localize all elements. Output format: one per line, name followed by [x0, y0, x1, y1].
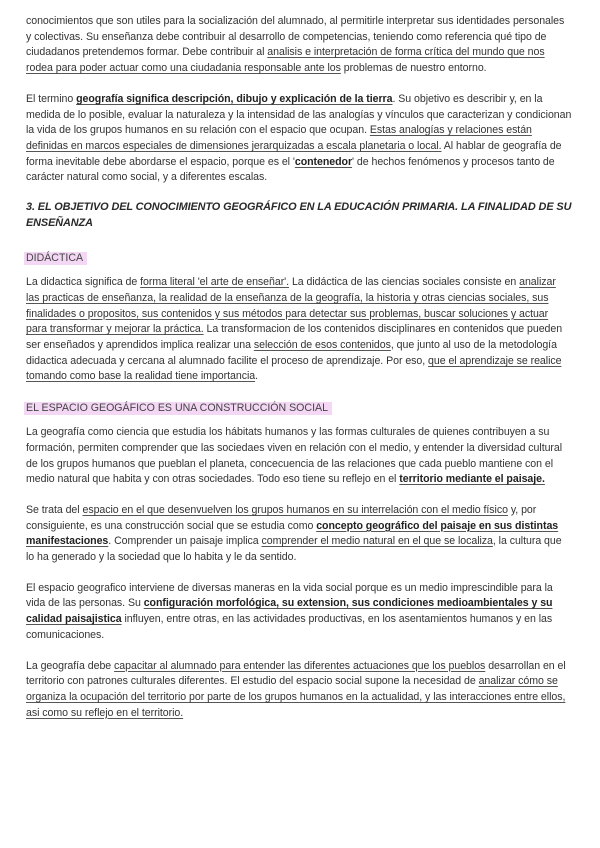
text-run: . Comprender un paisaje implica [108, 535, 262, 548]
underlined-text: espacio en el que desenvuelven los grupos humanos en su interrelación con el medio físico [82, 503, 508, 516]
underlined-text: Estas analogías y relaciones están definidas en marcos especiales de dimensiones jerarquizadas a escala planetaria o local. [26, 124, 532, 152]
paragraph-didactica [26, 275, 572, 385]
paragraph-geografia-termino [26, 92, 572, 186]
highlight-label-row [26, 398, 572, 413]
paragraph-espacio [26, 503, 572, 566]
underlined-text: selección de esos contenidos [253, 339, 391, 352]
underlined-text: analizar las practicas de enseñanza, la realidad de la enseñanza de la geografía, la historia y otras ciencias sociales, sus finalidades o propositos, sus contenidos y sus métodos para detectar sus problemas, buscar soluciones y actuar para transformar y mejorar la práctica. [26, 276, 556, 336]
text-run: La didáctica de las ciencias sociales consiste en [289, 276, 520, 289]
paragraph-intro [26, 14, 572, 77]
text-run: Al hablar de geografía de forma inevitable debe abordarse el espacio, porque es el ' [26, 139, 562, 168]
underlined-text: que el aprendizaje se realice tomando como base la realidad tiene importancia [26, 354, 562, 383]
highlight-label-espacio: EL ESPACIO GEOGÁFICO ES UNA CONSTRUCCIÓN SOCIAL [24, 402, 332, 415]
text-run: , que junto al uso de la metodología didactica adecuada y cercana al alumnado facilite el proceso de aprendizaje. Por eso, [26, 339, 557, 367]
section-heading: 3. EL OBJETIVO DEL CONOCIMIENTO GEOGRÁFICO EN LA EDUCACIÓN PRIMARIA. LA FINALIDAD DE SU ENSEÑANZA [26, 201, 572, 229]
text-run: La transformacion de los contenidos disciplinares en contenidos que pueden ser enseñados y aprendidos implica realizar una [26, 323, 563, 352]
underlined-text: forma literal 'el arte de enseñar'. [140, 276, 290, 289]
underlined-text: analisis e interpretación de forma crítica del mundo que nos rodea para poder actuar como una ciudadania responsable ante los [26, 46, 545, 75]
bold-underlined-text: geografía significa descripción, dibujo y explicación de la tierra [76, 92, 393, 105]
paragraph-geografia-ciencia [26, 425, 572, 488]
text-run: desarrollan en el territorio con patrones culturales diferentes. El estudio del espacio social supone la necesidad de [26, 659, 566, 688]
paragraph-capacitar [26, 659, 572, 722]
underlined-text: analizar cómo se organiza la ocupación del territorio por parte de los grupos humanos en la actualidad, y las interacciones entre ellos, asi como su reflejo en el territorio. [26, 675, 566, 719]
highlight-label-row [26, 248, 572, 263]
bold-underlined-text: concepto geográfico del paisaje en sus distintas manifestaciones [26, 519, 559, 548]
text-run: La geografía como ciencia que estudia los hábitats humanos y las formas culturales de quienes contribuyen a su formación, permiten comprender que las sociedaes viven en relación con el medio, y entender la diversidad cultural de los grupos humanos que pueblan el planeta, concecuencia de las relaciones que cada pueblo mantiene con el medio natural que habita y con otras sociedades. Todo eso tiene su reflejo en el [26, 426, 563, 486]
bold-underlined-text: territorio mediante el paisaje. [399, 473, 545, 486]
underlined-text: capacitar al alumnado para entender las diferentes actuaciones que los pueblos [114, 659, 486, 672]
bold-underlined-text: configuración morfológica, su extension, sus condiciones medioambientales y su calidad paisajistica [26, 597, 553, 626]
text-run: . Su objetivo es describir y, en la medida de lo posible, evaluar la naturaleza y la intensidad de las analogías y vínculos que caracterizan y condicionan la vida de los grupos humanos en su relación con el espacio que ocupan. [26, 92, 572, 137]
paragraph-espacio-geografico [26, 581, 572, 644]
text-run: , la cultura que lo ha generado y la sociedad que lo habita y le da sentido. [26, 535, 562, 564]
underlined-text: comprender el medio natural en el que se localiza [261, 535, 493, 548]
text-run: . [255, 370, 258, 383]
text-run: La geografía debe [26, 659, 115, 672]
text-run: ' de hechos fenómenos y procesos tanto de carácter natural como social, y a diferentes escalas. [26, 155, 555, 184]
text-run: problemas de nuestro entorno. [340, 62, 487, 75]
text-run: El termino [26, 92, 77, 105]
text-run: y, por consiguiente, es una construcción social que se estudia como [26, 503, 537, 532]
text-run: La didactica significa de [26, 276, 141, 289]
bold-underlined-text: contenedor [294, 155, 353, 168]
highlight-label-didactica: DIDÁCTICA [24, 252, 87, 265]
text-run: conocimientos que son utiles para la socialización del alumnado, al permitirle interpretar sus identidades personales y colectivas. Su enseñanza debe contribuir al desarrollo de competencias, teniendo como referencia qué tipo de ciudadanos pretendemos formar. Debe contribuir al [26, 15, 565, 59]
text-run: Se trata del [26, 503, 83, 516]
text-run: El espacio geografico interviene de diversas maneras en la vida social porque es un medio imprescindible para la vida de las personas. Su [26, 581, 553, 610]
text-run: influyen, entre otras, en las actividades productivas, en los asentamientos humanos y en las comunicaciones. [26, 613, 553, 641]
